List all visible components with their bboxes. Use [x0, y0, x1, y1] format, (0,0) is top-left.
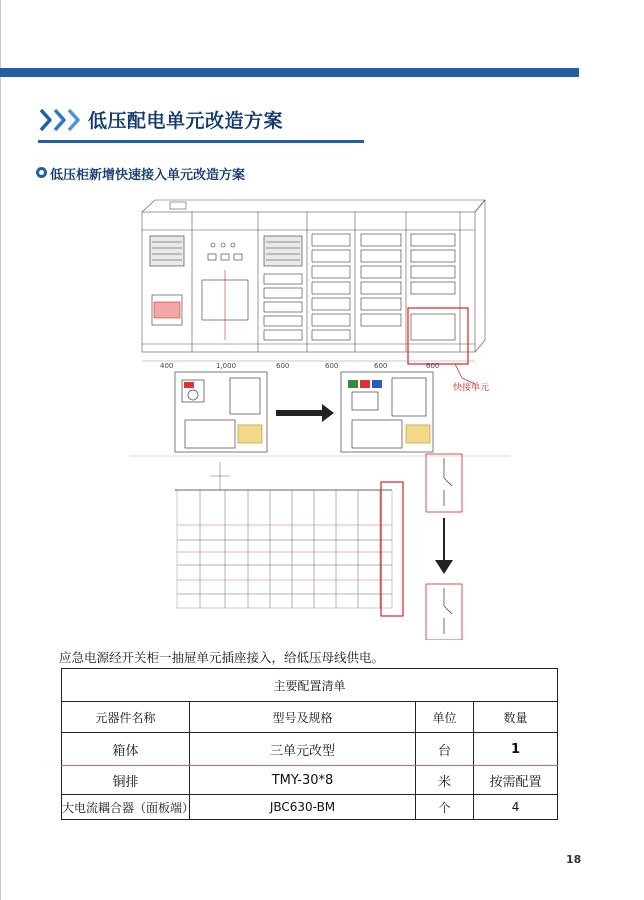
page-edge — [0, 0, 1, 900]
quick-access-highlight — [408, 308, 468, 364]
table-cell: 米 — [416, 766, 474, 795]
breaker-symbol — [444, 458, 452, 506]
table-row — [62, 733, 558, 766]
drawer-unit-before — [175, 372, 267, 452]
table-cell: TMY-30*8 — [190, 766, 416, 795]
arrow-icon — [276, 404, 334, 422]
table-cell: JBC630-BM — [190, 795, 416, 820]
quick-access-label: 快接单元 — [453, 383, 490, 393]
column-header: 数量 — [474, 702, 558, 733]
table-cell: 箱体 — [62, 733, 190, 766]
dim-label: 600 — [374, 362, 388, 370]
table-row — [62, 795, 558, 820]
table-cell: 个 — [416, 795, 474, 820]
table-cell: 台 — [416, 733, 474, 766]
header-accent-bar — [0, 68, 579, 77]
table-cell: 大电流耦合器（面板端） — [62, 795, 190, 820]
dim-label: 600 — [325, 362, 339, 370]
table-cell: 4 — [474, 795, 558, 820]
section-header — [38, 104, 364, 144]
config-table — [61, 668, 558, 820]
bullet-icon — [36, 167, 47, 178]
table-row — [62, 766, 558, 795]
dim-label: 1,000 — [216, 362, 237, 370]
dim-label: 400 — [160, 362, 174, 370]
down-arrow-icon — [435, 560, 453, 574]
breaker-symbol — [444, 588, 452, 634]
column-header: 单位 — [416, 702, 474, 733]
table-cell: 铜排 — [62, 766, 190, 795]
dimension-labels — [142, 361, 475, 370]
column-header: 元器件名称 — [62, 702, 190, 733]
section-title: 低压配电单元改造方案 — [88, 110, 284, 132]
table-cell: 三单元改型 — [190, 733, 416, 766]
subsection-title: 低压柜新增快速接入单元改造方案 — [50, 168, 246, 183]
triple-chevron-icon — [38, 104, 84, 136]
drawer-unit-after — [341, 372, 433, 452]
dim-label: 600 — [276, 362, 290, 370]
table-cell: 1 — [474, 733, 558, 766]
dim-label: 600 — [426, 362, 440, 370]
single-line-schematic — [175, 462, 392, 608]
switchgear-diagram — [130, 190, 510, 640]
column-header: 型号及规格 — [190, 702, 416, 733]
caption: 应急电源经开关柜一抽屉单元插座接入，给低压母线供电。 — [59, 650, 385, 665]
table-cell: 按需配置 — [474, 766, 558, 795]
table-header-row — [62, 702, 558, 733]
page-number: 18 — [566, 853, 582, 866]
section-underline — [38, 140, 364, 143]
table-title: 主要配置清单 — [62, 669, 558, 702]
cabinet-elevation — [142, 200, 485, 352]
